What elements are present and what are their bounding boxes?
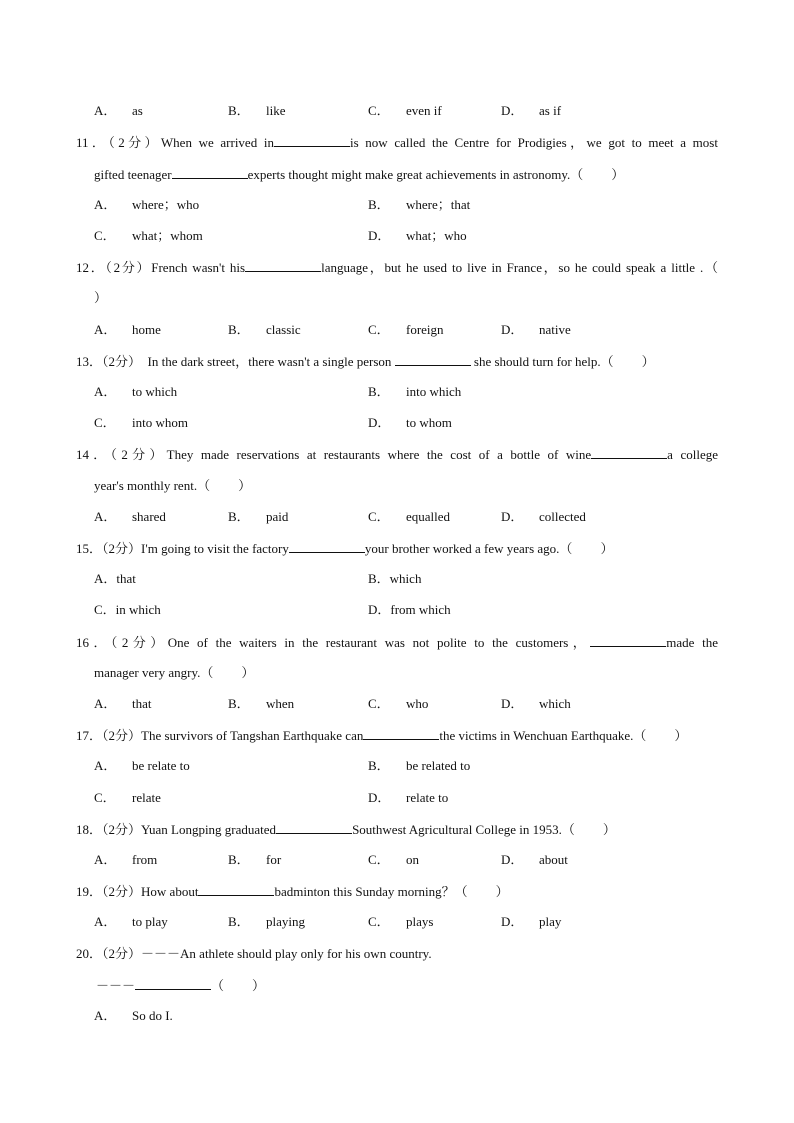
option-b: B． where；that — [368, 197, 471, 212]
question-16-stem-cont: manager very angry.（ ） — [94, 665, 255, 680]
option-c: C． even if — [368, 103, 442, 118]
option-c: C． relate — [94, 790, 161, 805]
option-b: B． for — [228, 852, 282, 867]
option-c: C． what；whom — [94, 228, 203, 243]
option-c: C．in which — [94, 602, 161, 617]
question-19-stem: 19．（2分）How about badminton this Sunday morning？（ ） — [76, 884, 509, 899]
option-d: D． native — [501, 322, 571, 337]
option-a: A． where；who — [94, 197, 200, 212]
answer-blank — [395, 353, 471, 366]
option-d: D． collected — [501, 509, 586, 524]
answer-blank — [198, 883, 274, 896]
option-c: C． on — [368, 852, 419, 867]
option-d: D． play — [501, 914, 562, 929]
option-d: D． to whom — [368, 415, 452, 430]
option-a: A． to which — [94, 384, 178, 399]
option-a: A． shared — [94, 509, 166, 524]
question-18-stem: 18．（2分）Yuan Longping graduated Southwest Agricultural College in 1953.（ ） — [76, 822, 616, 837]
answer-blank — [590, 634, 666, 647]
question-14-stem-cont: year's monthly rent.（ ） — [94, 478, 252, 493]
question-12-stem-cont: ） — [94, 290, 108, 305]
question-17-stem: 17．（2分）The survivors of Tangshan Earthquake can the victims in Wenchuan Earthquake.（ ） — [76, 728, 688, 743]
answer-blank — [135, 977, 211, 990]
option-c: C． into whom — [94, 415, 188, 430]
option-b: B． classic — [228, 322, 301, 337]
option-b: B． into which — [368, 384, 462, 399]
option-b: B． playing — [228, 914, 305, 929]
question-20-stem-cont: －－－ （ ） — [96, 978, 266, 993]
option-d: D．from which — [368, 602, 451, 617]
option-b: B． be related to — [368, 758, 471, 773]
option-a: A．that — [94, 571, 136, 586]
question-14-stem: 14．（2分）They made reservations at restaurants where the cost of a bottle of wine a college — [76, 447, 718, 462]
question-16-stem: 16．（2分）One of the waiters in the restaurant was not polite to the customers， made the — [76, 635, 718, 650]
option-c: C． plays — [368, 914, 434, 929]
option-a: A． be relate to — [94, 758, 190, 773]
option-a: A． home — [94, 322, 161, 337]
option-d: D． as if — [501, 103, 562, 118]
option-c: C． equalled — [368, 509, 451, 524]
option-d: D． about — [501, 852, 568, 867]
question-13-stem: 13．（2分） In the dark street，there wasn't a single person she should turn for help.（ ） — [76, 354, 655, 369]
option-b: B． paid — [228, 509, 289, 524]
answer-blank — [172, 166, 248, 179]
option-a: A． as — [94, 103, 143, 118]
option-a: A． from — [94, 852, 158, 867]
option-b: B． like — [228, 103, 286, 118]
option-d: D． relate to — [368, 790, 449, 805]
answer-blank — [276, 821, 352, 834]
option-a: A． that — [94, 696, 152, 711]
option-d: D． what；who — [368, 228, 467, 243]
option-a: A． to play — [94, 914, 168, 929]
question-12-stem: 12．（2分）French wasn't his language，but he used to live in France，so he could speak a little .（ — [76, 260, 718, 275]
answer-blank — [363, 727, 439, 740]
option-b: B． when — [228, 696, 295, 711]
answer-blank — [591, 446, 667, 459]
option-c: C． who — [368, 696, 429, 711]
question-11-stem: 11．（2分）When we arrived in is now called the Centre for Prodigies，we got to meet a most — [76, 135, 718, 150]
option-d: D． which — [501, 696, 571, 711]
question-15-stem: 15．（2分）I'm going to visit the factory your brother worked a few years ago.（ ） — [76, 541, 614, 556]
answer-blank — [289, 540, 365, 553]
question-11-stem-cont: gifted teenager experts thought might make great achievements in astronomy.（ ） — [94, 167, 625, 182]
answer-blank — [245, 259, 321, 272]
option-a: A． So do I. — [94, 1008, 173, 1023]
question-20-stem: 20．（2分）－－－An athlete should play only for his own country. — [76, 946, 432, 961]
answer-blank — [274, 134, 350, 147]
option-b: B．which — [368, 571, 422, 586]
option-c: C． foreign — [368, 322, 444, 337]
